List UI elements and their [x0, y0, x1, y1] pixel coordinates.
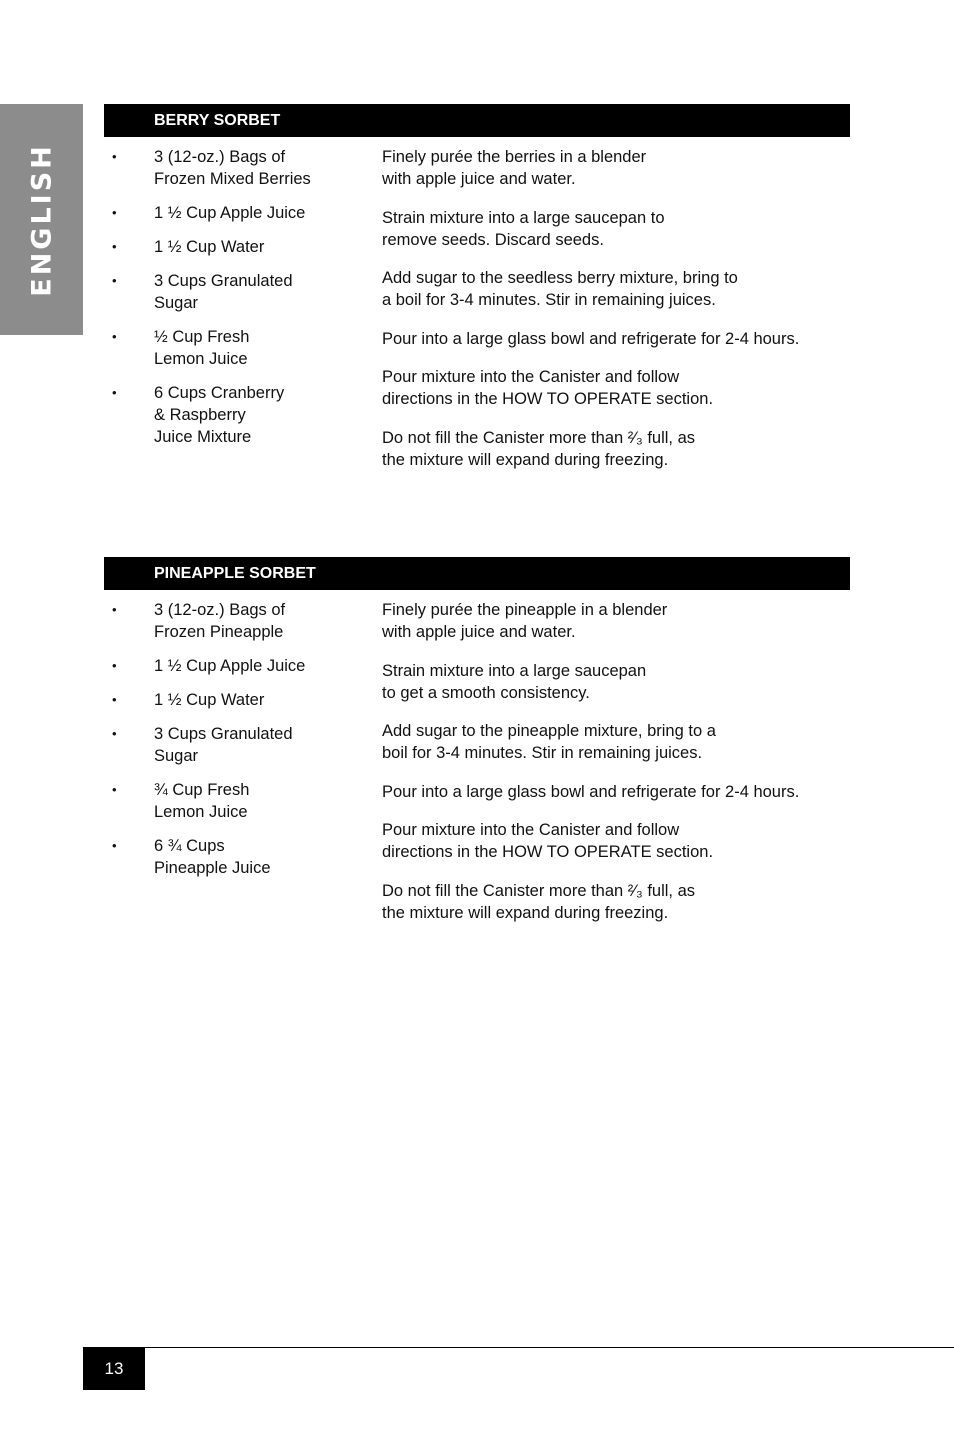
ingredient-item: [104, 202, 374, 224]
step-text: Strain mixture into a large saucepan to get a smooth consistency.: [382, 661, 647, 702]
language-tab-label: ENGLISH: [26, 142, 57, 297]
bullet-icon: •: [112, 329, 117, 344]
step-list: [382, 146, 842, 487]
ingredient-text: ½ Cup Fresh Lemon Juice: [154, 328, 250, 368]
bullet-icon: •: [112, 838, 117, 853]
ingredient-item: [104, 146, 374, 190]
ingredient-text: 3 (12-oz.) Bags of Frozen Pineapple: [154, 601, 286, 641]
ingredient-item: [104, 689, 374, 711]
bullet-icon: •: [112, 692, 117, 707]
bullet-icon: •: [112, 782, 117, 797]
ingredient-item: [104, 270, 374, 314]
bullet-icon: •: [112, 602, 117, 617]
ingredient-text: 1 ½ Cup Water: [154, 238, 265, 256]
ingredient-item: [104, 835, 374, 879]
ingredient-item: [104, 326, 374, 370]
step-text: Strain mixture into a large saucepan to remove seeds. Discard seeds.: [382, 208, 665, 249]
recipe-title: PINEAPPLE SORBET: [104, 557, 850, 590]
ingredient-text: 6 ¾ Cups Pineapple Juice: [154, 837, 271, 877]
ingredient-item: [104, 779, 374, 823]
ingredient-item: [104, 599, 374, 643]
language-tab: [0, 104, 83, 335]
ingredient-text: 1 ½ Cup Apple Juice: [154, 204, 306, 222]
ingredient-item: [104, 723, 374, 767]
ingredient-item: [104, 655, 374, 677]
bullet-icon: •: [112, 726, 117, 741]
ingredient-list: [104, 599, 374, 891]
ingredient-text: 3 (12-oz.) Bags of Frozen Mixed Berries: [154, 148, 311, 188]
ingredient-list: [104, 146, 374, 460]
bullet-icon: •: [112, 385, 117, 400]
ingredient-item: [104, 236, 374, 258]
ingredient-text: 1 ½ Cup Apple Juice: [154, 657, 306, 675]
step-text: Finely purée the pineapple in a blender with apple juice and water.: [382, 601, 668, 641]
step-text: Do not fill the Canister more than ²⁄₃ full, as the mixture will expand during freezing.: [382, 881, 696, 922]
ingredient-text: 3 Cups Granulated Sugar: [154, 272, 293, 312]
step-text: Do not fill the Canister more than ²⁄₃ full, as the mixture will expand during freezing.: [382, 428, 696, 469]
ingredient-text: 1 ½ Cup Water: [154, 691, 265, 709]
step-text: Pour mixture into the Canister and follow directions in the HOW TO OPERATE section.: [382, 368, 714, 408]
ingredient-item: [104, 382, 374, 448]
ingredient-text: 3 Cups Granulated Sugar: [154, 725, 293, 765]
ingredient-text: ¾ Cup Fresh Lemon Juice: [154, 781, 250, 821]
bullet-icon: •: [112, 149, 117, 164]
recipe-pineapple-sorbet: [104, 557, 850, 922]
bullet-icon: •: [112, 239, 117, 254]
step-text: Pour mixture into the Canister and follow directions in the HOW TO OPERATE section.: [382, 821, 714, 861]
step-text: Finely purée the berries in a blender with apple juice and water.: [382, 148, 647, 188]
recipe-title: BERRY SORBET: [104, 104, 850, 137]
step-text: Pour into a large glass bowl and refrigerate for 2-4 hours.: [382, 782, 800, 801]
step-text: Add sugar to the pineapple mixture, bring to a boil for 3-4 minutes. Stir in remaining juices.: [382, 722, 716, 762]
bullet-icon: •: [112, 658, 117, 673]
page-number: 13: [83, 1348, 145, 1390]
step-text: Add sugar to the seedless berry mixture, bring to a boil for 3-4 minutes. Stir in remaining juices.: [382, 269, 738, 309]
recipe-berry-sorbet: [104, 104, 850, 469]
footer-divider: [83, 1347, 954, 1348]
step-text: Pour into a large glass bowl and refrigerate for 2-4 hours.: [382, 329, 800, 348]
bullet-icon: •: [112, 205, 117, 220]
bullet-icon: •: [112, 273, 117, 288]
ingredient-text: 6 Cups Cranberry & Raspberry Juice Mixture: [154, 384, 285, 446]
step-list: [382, 599, 842, 940]
